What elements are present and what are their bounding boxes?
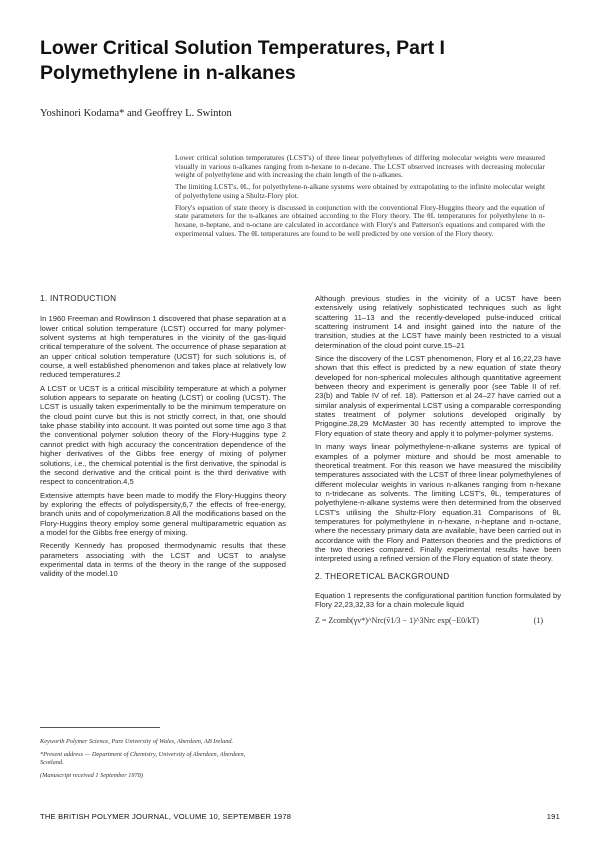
title-line-1: Lower Critical Solution Temperatures, Part I (40, 37, 445, 59)
abstract-paragraph-1: Lower critical solution temperatures (LCST's) of three linear polyethylenes of differing molecular weights were measured visually in various n-alkanes ranging from n-hexane to n-decane. The LCST observed increases with decreasing molecular weight of polyethylene and with increasing the chain length of the n-alkanes. (175, 153, 545, 180)
title-line-2: Polymethylene in n-alkanes (40, 62, 296, 84)
right-paragraph-1: Although previous studies in the vicinity of a UCST have been extensively using relatively sophisticated techniques such as light scattering 11–13 and the recently-developed pulse-induced critical scattering instrument 14 and insight gained into the nature of the transition, studies at the LCST have mainly been restricted to a visual determination of the cloud point curve.15–21 (315, 294, 561, 350)
author-line: Yoshinori Kodama* and Geoffrey L. Swinton (40, 108, 232, 119)
page-footer (40, 812, 560, 821)
equation-1 (315, 616, 561, 625)
footnote-affiliation: Keyworth Polymer Science, Pure University of Wales, Aberdeen, AB Ireland. (40, 738, 234, 745)
right-column (315, 294, 561, 625)
intro-paragraph-1: In 1960 Freeman and Rowlinson 1 discovered that phase separation at a lower critical solution temperature (LCST) occurred for many polymer-solvent systems at high temperatures in the vicinity of the gas-liquid critical temperature of the solvent. The occurrence of phase separation at an upper critical solution temperature (UCST) for such solutions is, of course, a well established phenomenon and takes place at relatively low reduced temperatures.2 (40, 314, 286, 380)
paper-title (40, 36, 560, 86)
abstract-paragraph-2: The limiting LCST's, θL, for polyethylene-n-alkane systems were obtained by extrapolating to the infinite molecular weight of polyethylene using a Shultz-Flory plot. (175, 182, 545, 200)
left-column (40, 294, 286, 583)
section-heading-introduction: 1. INTRODUCTION (40, 294, 117, 303)
equation-1-expression: Z = Zcomb(γv*)^Nrc(ṽ1/3 − 1)^3Nrc exp(−E0/kT) (315, 615, 479, 625)
right-paragraph-2: Since the discovery of the LCST phenomenon, Flory et al 16,22,23 have shown that this effect is predicted by a new equation of state theory developed for non-spherical molecules although quantitative agreement between theory and experiment is generally poor (see Table II of ref. 23(b) and Table IV of ref. 18). Patterson et al 24–27 have carried out a similar analysis of experimental LCST using a comparable corresponding states treatment of polymer solutions developed originally by Prigogine.28,29 McMaster 30 has recently attempted to improve the Flory equation of state theory and apply it to polymer-polymer systems. (315, 354, 561, 438)
footnote-present-address: *Present address — Department of Chemistry, University of Aberdeen, Aberdeen, Scotland. (40, 751, 246, 766)
section-heading-theoretical-background: 2. THEORETICAL BACKGROUND (315, 571, 450, 581)
abstract (175, 154, 545, 241)
footnote-rule (40, 727, 160, 728)
right-paragraph-3: In many ways linear polymethylene-n-alkane systems are typical of examples of a polymer mixture and should be most amenable to theoretical treatment. For this reason we have measured the miscibility temperatures associated with the LCST of three linear polymethylenes of different molecular weights in various n-alkanes ranging from n-hexane to n-tridecane as solvents. The limiting LCST's, θL, temperatures of polyethylene-n-alkane systems were then determined from the observed LCST's utilising the Shultz-Flory equation.31 Comparisons of θL temperatures for polymethylene in n-hexane, n-heptane and n-octane, where the necessary primary data are available, have been carried out in accordance with the Flory and Patterson theories and the predictions of the two theories compared. Finally experimental results have been interpreted using a refined version of the Flory equation of state theory. (315, 442, 561, 564)
intro-paragraph-3: Extensive attempts have been made to modify the Flory-Huggins theory by exploring the effects of polydispersity,6,7 the effects of free-energy, branch units and of copolymerization.8 All the modifications based on the Flory-Huggins theory employ some general multiparametric equation as a model for the Gibbs free energy of mixing. (40, 490, 286, 537)
equation-1-number: (1) (533, 615, 543, 625)
page-number: 191 (546, 812, 560, 821)
footnotes (40, 738, 270, 785)
right-paragraph-4: Equation 1 represents the configurational partition function formulated by Flory 22,23,32,33 for a chain molecule liquid (315, 590, 561, 610)
journal-citation: THE BRITISH POLYMER JOURNAL, VOLUME 10, SEPTEMBER 1978 (40, 812, 292, 821)
intro-paragraph-2: A LCST or UCST is a critical miscibility temperature at which a polymer solution appears to separate on heating (LCST) or cooling (UCST). The LCST is usually taken experimentally to be the minimum temperature on the cloud point curve but this is not strictly correct, in that, one should take phase stability into account. It was pointed out some time ago 3 that the conventional polymer solution theory of the Flory-Huggins type 2 cannot predict with high accuracy the concentration dependence of the higher derivatives of the Gibbs free energy of mixing of polymer solutions, i.e., the chemical potential is the first derivative, the spinodal is the second derivative and the critical point is the third derivative with respect to concentration.4,5 (40, 383, 286, 487)
intro-paragraph-4: Recently Kennedy has proposed thermodynamic results that these parameters associating with the LCST and UCST to analyse experimental data in terms of the theory in the range of the supposed validity of the model.10 (40, 541, 286, 579)
footnote-received: (Manuscript received 1 September 1978) (40, 772, 143, 779)
abstract-paragraph-3: Flory's equation of state theory is discussed in conjunction with the conventional Flory-Huggins theory and the equation of state parameters for the n-alkanes are obtained according to the Flory theory. The θL temperatures for polyethylene in n-hexane, n-heptane, and n-octane are calculated in accordance with Flory's and Patterson's equations and compared with the experimental values. The θL temperatures are found to be well predicted by one version of the Flory theory. (175, 202, 545, 238)
